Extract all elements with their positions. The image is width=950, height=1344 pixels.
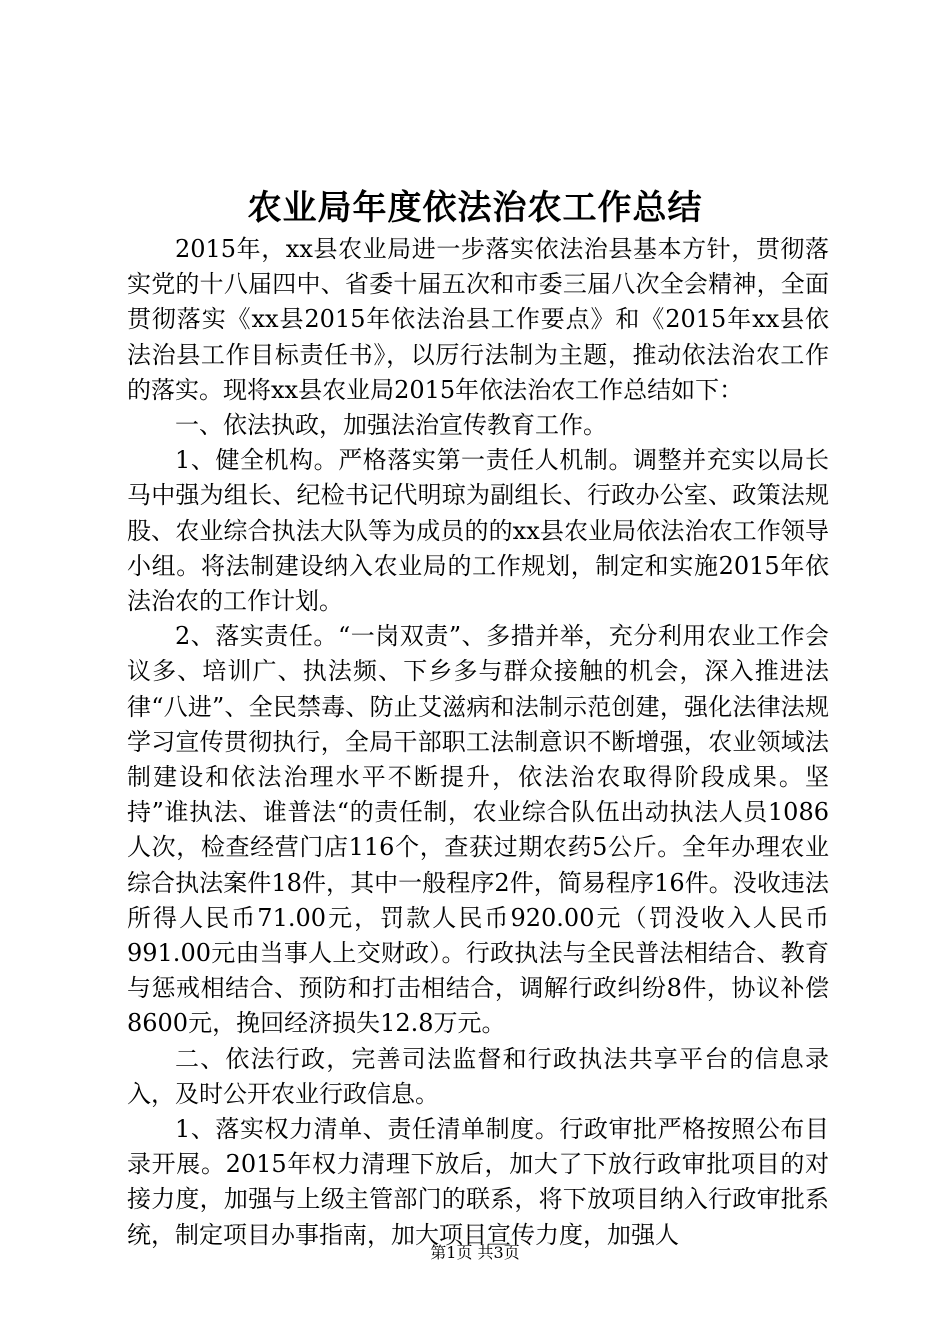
page-footer: 第1页 共3页 — [430, 1243, 520, 1262]
section-1-item-2: 2、落实责任。“一岗双责”、多措并举，充分利用农业工作会议多、培训广、执法频、下乡多与群众接触的机会，深入推进法律“八进”、全民禁毒、防止艾滋病和法制示范创建，强化法律法规学习宣传贯彻执行，全局干部职工法制意识不断增强，农业领域法制建设和依法治理水平不断提升，依法治农取得阶段成果。坚持”谁执法、谁普法“的责任制，农业综合队伍出动执法人员1086人次，检查经营门店116个，查获过期农药5公斤。全年办理农业综合执法案件18件，其中一般程序2件，简易程序16件。没收违法所得人民币71.00元，罚款人民币920.00元（罚没收入人民币991.00元由当事人上交财政）。行政执法与全民普法相结合、教育与惩戒相结合、预防和打击相结合，调解行政纠纷8件，协议补偿8600元，挽回经济损失12.8万元。 — [127, 622, 829, 1038]
section-heading-2: 二、依法行政，完善司法监督和行政执法共享平台的信息录入，及时公开农业行政信息。 — [127, 1044, 829, 1108]
section-2-item-1: 1、落实权力清单、责任清单制度。行政审批严格按照公布目录开展。2015年权力清理下放后，加大了下放行政审批项目的对接力度，加强与上级主管部门的联系，将下放项目纳入行政审批系统，制定项目办事指南，加大项目宣传力度，加强人 — [127, 1115, 829, 1249]
intro-paragraph: 2015年，xx县农业局进一步落实依法治县基本方针，贯彻落实党的十八届四中、省委十届五次和市委三届八次全会精神，全面贯彻落实《xx县2015年依法治县工作要点》和《2015年xx县依法治县工作目标责任书》，以厉行法制为主题，推动依法治农工作的落实。现将xx县农业局2015年依法治农工作总结如下： — [127, 235, 829, 404]
section-heading-1: 一、依法执政，加强法治宣传教育工作。 — [175, 411, 607, 440]
document-body — [127, 232, 829, 1253]
document-title: 农业局年度依法治农工作总结 — [247, 188, 703, 228]
section-1-item-1: 1、健全机构。严格落实第一责任人机制。调整并充实以局长马中强为组长、纪检书记代明琼为副组长、行政办公室、政策法规股、农业综合执法大队等为成员的的xx县农业局依法治农工作领导小组。将法制建设纳入农业局的工作规划，制定和实施2015年依法治农的工作计划。 — [127, 446, 829, 616]
